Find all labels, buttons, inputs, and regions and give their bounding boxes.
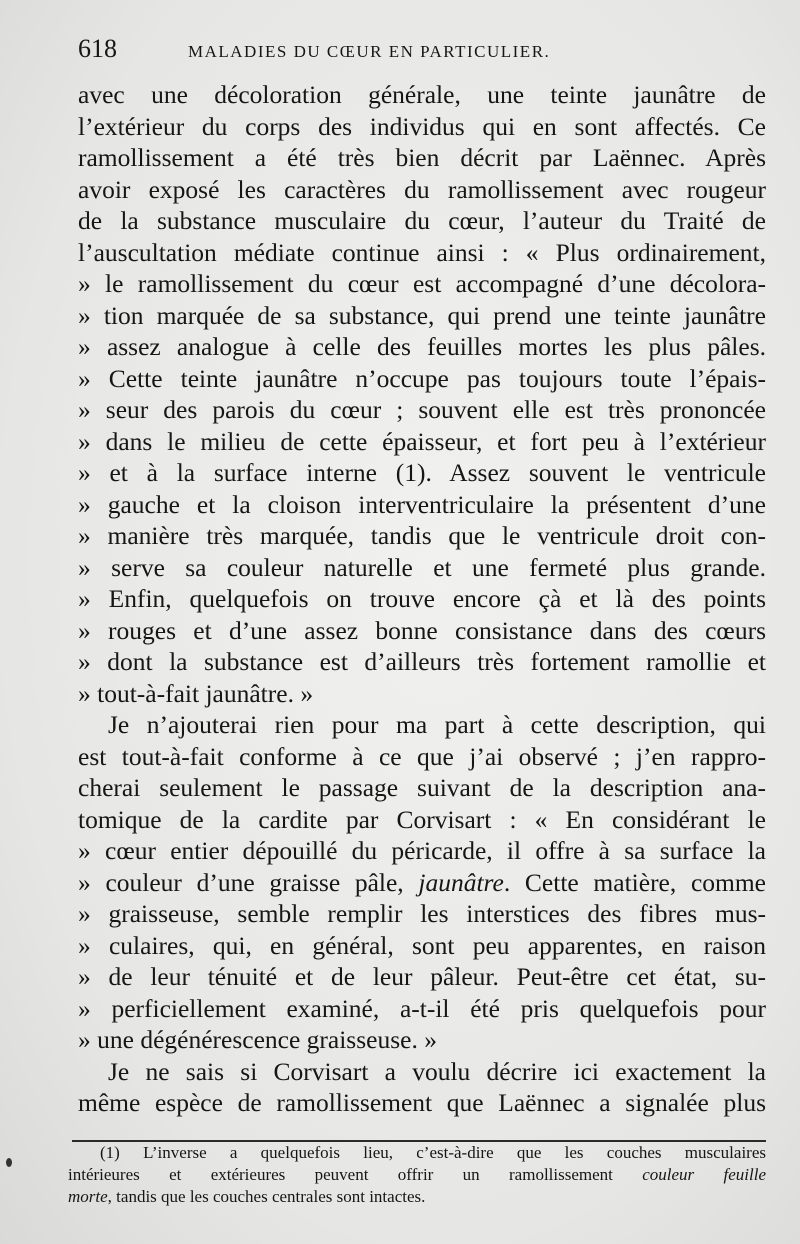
text-line: » le ramollissement du cœur est accompagné d’une décolora-: [78, 269, 766, 298]
body-text: [78, 79, 766, 1119]
ink-speck: [6, 1158, 12, 1167]
italic-word: jaunâtre: [418, 867, 504, 897]
text-line: de la substance musculaire du cœur, l’auteur du Traité de: [78, 206, 766, 235]
text-line: » graisseuse, semble remplir les interstices des fibres mus-: [78, 899, 766, 928]
footnote-line: [68, 1164, 766, 1186]
text-line: l’auscultation médiate continue ainsi : « Plus ordinairement,: [78, 237, 766, 267]
text-line: » tout-à-fait jaunâtre. »: [78, 678, 314, 708]
text-line: avec une décoloration générale, une teinte jaunâtre de: [78, 80, 766, 109]
text-line: » seur des parois du cœur ; souvent elle est très prononcée: [78, 395, 766, 424]
text-segment: intérieures et extérieures peuvent offrir un ramollissement: [68, 1165, 643, 1184]
text-line: » gauche et la cloison interventriculaire la présentent d’une: [78, 489, 766, 519]
text-line: » manière très marquée, tandis que le ventricule droit con-: [78, 521, 766, 550]
text-line: » et à la surface interne (1). Assez souvent le ventricule: [78, 458, 766, 487]
footnote: [68, 1142, 766, 1208]
page-number: 618: [78, 34, 117, 63]
footnote-line: [68, 1186, 766, 1208]
text-line: » serve sa couleur naturelle et une fermeté plus grande.: [78, 552, 766, 582]
text-line: est tout-à-fait conforme à ce que j’ai observé ; j’en rappro-: [78, 741, 766, 771]
text-line: » de leur ténuité et de leur pâleur. Peut-être cet état, su-: [78, 962, 766, 991]
text-segment: » couleur d’une graisse pâle,: [78, 867, 419, 897]
text-line: Je ne sais si Corvisart a voulu décrire ici exactement la: [108, 1056, 766, 1086]
text-segment: . Cette matière, comme: [503, 867, 766, 897]
text-line: tomique de la cardite par Corvisart : « En considérant le: [78, 804, 766, 834]
text-line: avoir exposé les caractères du ramollissement avec rougeur: [78, 174, 766, 204]
text-line: » Cette teinte jaunâtre n’occupe pas toujours toute l’épais-: [78, 363, 766, 393]
text-line: Je n’ajouterai rien pour ma part à cette description, qui: [108, 710, 766, 739]
text-line: » Enfin, quelquefois on trouve encore çà et là des points: [78, 584, 766, 613]
footnote-line: (1) L’inverse a quelquefois lieu, c’est-à-dire que les couches musculaires: [100, 1143, 766, 1162]
text-line: » une dégénérescence graisseuse. »: [78, 1025, 437, 1054]
italic-phrase: couleur feuille: [642, 1165, 766, 1184]
text-line: » dans le milieu de cette épaisseur, et fort peu à l’extérieur: [78, 426, 766, 456]
text-line-with-italic: [78, 867, 766, 899]
text-line: » perficiellement examiné, a-t-il été pris quelquefois pour: [78, 993, 766, 1023]
italic-word: morte: [68, 1187, 108, 1206]
text-line: même espèce de ramollissement que Laënnec a signalée plus: [78, 1088, 766, 1117]
text-line: » tion marquée de sa substance, qui prend une teinte jaunâtre: [78, 300, 766, 330]
text-line: cherai seulement le passage suivant de la description ana-: [78, 773, 766, 802]
running-head: MALADIES DU CŒUR EN PARTICULIER.: [188, 42, 551, 61]
page-header: [78, 30, 768, 70]
text-line: » dont la substance est d’ailleurs très fortement ramollie et: [78, 647, 766, 676]
text-line: » rouges et d’une assez bonne consistance dans des cœurs: [78, 615, 766, 645]
text-line: l’extérieur du corps des individus qui en sont affectés. Ce: [78, 111, 766, 141]
text-line: » cœur entier dépouillé du péricarde, il offre à sa surface la: [78, 836, 766, 865]
text-line: » culaires, qui, en général, sont peu apparentes, en raison: [78, 930, 766, 960]
text-line: » assez analogue à celle des feuilles mortes les plus pâles.: [78, 332, 766, 361]
text-segment: , tandis que les couches centrales sont intactes.: [107, 1187, 426, 1206]
text-line: ramollissement a été très bien décrit par Laënnec. Après: [78, 143, 766, 172]
